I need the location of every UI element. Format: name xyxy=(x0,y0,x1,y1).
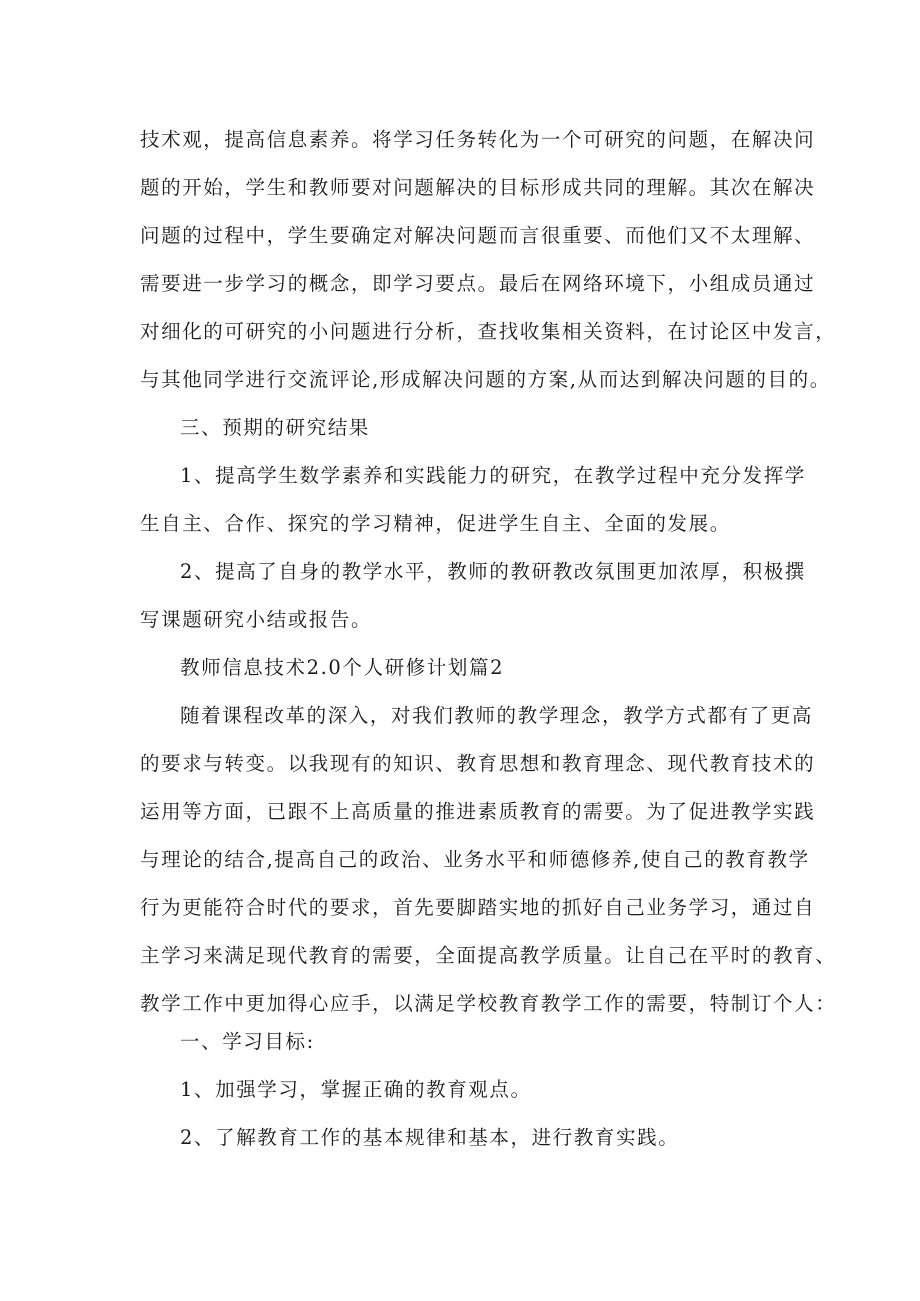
body-text-line: 生自主、合作、探究的学习精神，促进学生自主、全面的发展。 xyxy=(140,512,731,535)
body-text-line: 随着课程改革的深入，对我们教师的教学理念，教学方式都有了更高 xyxy=(180,704,814,727)
body-text-line: 写课题研究小结或报告。 xyxy=(140,608,373,631)
list-item: 2、了解教育工作的基本规律和基本，进行教育实践。 xyxy=(180,1126,680,1149)
body-text-line: 行为更能符合时代的要求，首先要脚踏实地的抓好自己业务学习，通过自 xyxy=(140,896,816,919)
article-title: 教师信息技术2.0个人研修计划篇2 xyxy=(180,656,505,679)
body-text-line: 运用等方面，已跟不上高质量的推进素质教育的需要。为了促进教学实践 xyxy=(140,800,816,823)
list-item: 1、加强学习，掌握正确的教育观点。 xyxy=(180,1078,532,1101)
section-heading: 一、学习目标: xyxy=(180,1030,315,1053)
body-text-line: 问题的过程中，学生要确定对解决问题而言很重要、而他们又不太理解、 xyxy=(140,224,816,247)
body-text-line: 教学工作中更加得心应手，以满足学校教育教学工作的需要，特制订个人： xyxy=(140,992,837,1015)
body-text-line: 技术观，提高信息素养。将学习任务转化为一个可研究的问题，在解决问 xyxy=(140,128,816,151)
body-text-line: 需要进一步学习的概念，即学习要点。最后在网络环境下，小组成员通过 xyxy=(140,272,816,295)
body-text-line: 与理论的结合,提高自己的政治、业务水平和师德修养,使自己的教育教学 xyxy=(140,848,810,871)
body-text-line: 题的开始，学生和教师要对问题解决的目标形成共同的理解。其次在解决 xyxy=(140,176,816,199)
body-text-line: 与其他同学进行交流评论,形成解决问题的方案,从而达到解决问题的目的。 xyxy=(140,368,831,391)
body-text-line: 的要求与转变。以我现有的知识、教育思想和教育理念、现代教育技术的 xyxy=(140,752,816,775)
section-heading: 三、预期的研究结果 xyxy=(180,416,370,439)
body-text-line: 对细化的可研究的小问题进行分析，查找收集相关资料，在讨论区中发言， xyxy=(140,320,837,343)
body-text-line: 2、提高了自身的教学水平，教师的教研教改氛围更加浓厚，积极撰 xyxy=(180,560,806,583)
body-text-line: 主学习来满足现代教育的需要，全面提高教学质量。让自己在平时的教育、 xyxy=(140,944,837,967)
body-text-line: 1、提高学生数学素养和实践能力的研究，在教学过程中充分发挥学 xyxy=(180,464,806,487)
